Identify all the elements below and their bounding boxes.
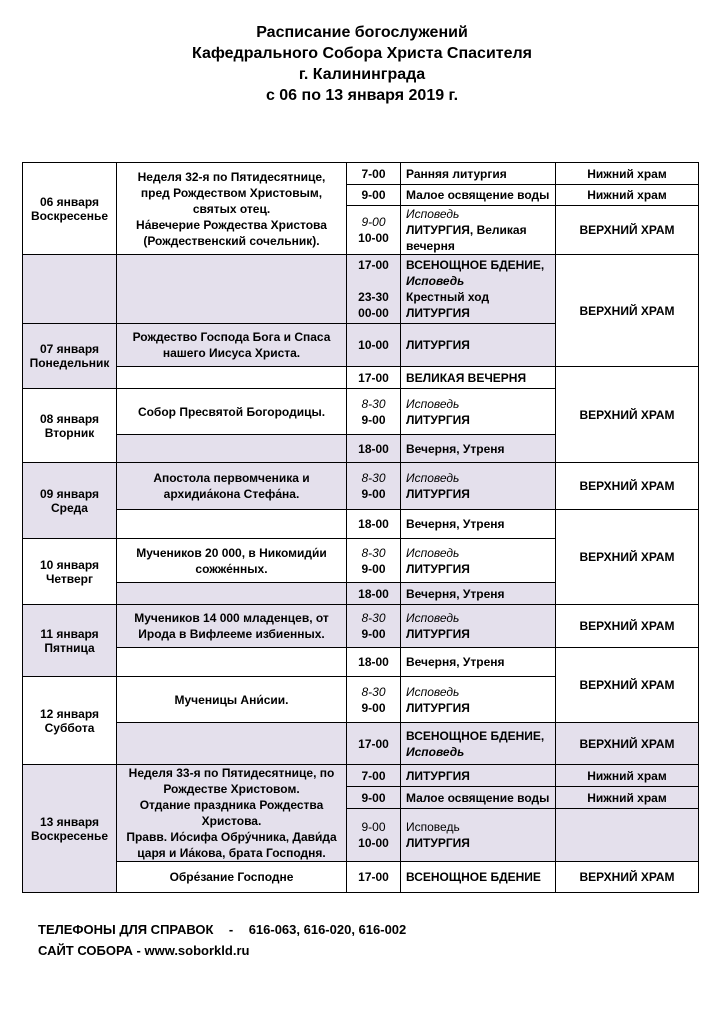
service-name: Исповедь <box>406 207 460 221</box>
day-cell <box>23 765 117 893</box>
site-label: САЙТ СОБОРА - <box>38 943 141 958</box>
service-time: 9-00 <box>361 412 386 427</box>
service-time: 9-00 <box>361 487 386 501</box>
service-place: Нижний храм <box>556 765 699 787</box>
feast-cell-empty <box>117 367 347 389</box>
phones-line <box>38 919 406 940</box>
service-place: ВЕРХНИЙ ХРАМ <box>556 862 699 893</box>
day-date: 09 января <box>40 486 99 501</box>
service-time: 8-30 <box>361 396 386 411</box>
day-weekday: Четверг <box>45 571 94 586</box>
service-time: 9-00 <box>347 787 401 809</box>
service-name-cell <box>401 389 556 435</box>
feast-line: Мучеников 20 000, в Никомиди́и <box>136 545 327 560</box>
feast-line: Правв. Ио́сифа Обру́чника, Дави́да <box>126 830 337 844</box>
service-name: Исповедь <box>406 744 465 759</box>
feast-line: Неделя 33-я по Пятидесятнице, по <box>128 766 335 780</box>
service-time: 7-00 <box>347 765 401 787</box>
service-place: ВЕРХНИЙ ХРАМ <box>556 723 699 765</box>
service-time: 9-00 <box>347 185 401 206</box>
service-name-cell <box>401 206 556 255</box>
feast-line: Христова. <box>201 814 262 828</box>
service-name: ЛИТУРГИЯ <box>406 306 470 320</box>
service-name: ЛИТУРГИЯ <box>406 836 470 851</box>
service-time-cell <box>347 539 401 583</box>
day-date: 08 января <box>40 411 99 426</box>
feast-line: (Рождественский сочельник). <box>143 233 320 248</box>
feast-line: Мучеников 14 000 младенцев, от <box>134 611 329 625</box>
title-line: с 06 по 13 января 2019 г. <box>265 87 459 104</box>
service-name: Исповедь <box>406 471 460 485</box>
service-name: ВСЕНОЩНОЕ БДЕНИЕ, <box>406 728 545 743</box>
table-row <box>23 723 699 765</box>
service-name: Вечерня, Утреня <box>401 435 556 463</box>
feast-line: Апостола первомченика и <box>153 471 310 485</box>
service-place: ВЕРХНИЙ ХРАМ <box>556 605 699 648</box>
service-time: 00-00 <box>358 306 389 320</box>
day-cell <box>23 324 117 389</box>
service-time: 18-00 <box>347 583 401 605</box>
day-cell <box>23 605 117 677</box>
feast-line: святых отец. <box>192 201 271 216</box>
service-place: ВЕРХНИЙ ХРАМ <box>556 367 699 463</box>
feast-cell-empty <box>117 648 347 677</box>
feast-line: Неделя 32-я по Пятидесятнице, <box>137 169 326 184</box>
feast-line: пред Рождеством Христовым, <box>140 185 323 200</box>
service-time: 9-00 <box>361 561 386 576</box>
service-name: Крестный ход <box>406 290 490 304</box>
day-date: 07 января <box>40 342 99 356</box>
service-time-cell <box>347 206 401 255</box>
service-name: Ранняя литургия <box>401 163 556 185</box>
service-name: ВЕЛИКАЯ ВЕЧЕРНЯ <box>401 367 556 389</box>
service-name: Исповедь <box>406 545 460 560</box>
day-cell <box>23 463 117 539</box>
service-place: Нижний храм <box>556 787 699 809</box>
day-cell-empty <box>23 255 117 324</box>
feast-cell-empty <box>117 723 347 765</box>
service-name: ЛИТУРГИЯ <box>401 765 556 787</box>
service-name-cell <box>401 539 556 583</box>
service-time: 9-00 <box>361 215 386 229</box>
service-time <box>352 273 395 289</box>
feast-line: нашего Иисуса Христа. <box>162 346 301 360</box>
service-name: ВСЕНОЩНОЕ БДЕНИЕ <box>401 862 556 893</box>
service-name: ЛИТУРГИЯ <box>406 412 470 427</box>
service-name: ЛИТУРГИЯ <box>401 324 556 367</box>
service-name: ЛИТУРГИЯ, Великая вечерня <box>406 223 527 253</box>
feast-cell <box>117 324 347 367</box>
service-place: ВЕРХНИЙ ХРАМ <box>556 255 699 367</box>
service-time-cell <box>347 809 401 862</box>
feast-cell <box>117 389 347 435</box>
service-time-cell <box>347 389 401 435</box>
service-place: Нижний храм <box>556 185 699 206</box>
service-time: 17-00 <box>347 723 401 765</box>
day-weekday: Воскресенье <box>30 828 108 843</box>
service-time: 8-30 <box>361 471 386 485</box>
feast-line: Рождестве Христовом. <box>163 782 300 796</box>
service-time: 9-00 <box>361 820 386 835</box>
service-place: ВЕРХНИЙ ХРАМ <box>556 510 699 605</box>
site-link[interactable]: www.soborkld.ru <box>144 943 250 958</box>
phones-value: 616-063, 616-020, 616-002 <box>248 922 407 937</box>
service-name: Малое освящение воды <box>401 185 556 206</box>
service-time: 8-30 <box>361 684 386 699</box>
service-time-cell <box>347 677 401 723</box>
service-time-cell <box>347 255 401 324</box>
service-name: ЛИТУРГИЯ <box>406 561 470 576</box>
day-weekday: Понедельник <box>29 356 110 370</box>
title-line: Расписание богослужений <box>256 24 468 41</box>
feast-line: Собор Пресвятой Богородицы. <box>137 404 326 419</box>
table-row <box>23 163 699 185</box>
day-weekday: Воскресенье <box>30 208 108 223</box>
feast-cell <box>117 463 347 510</box>
table-row <box>23 765 699 787</box>
service-name-cell <box>401 463 556 510</box>
service-place: ВЕРХНИЙ ХРАМ <box>556 463 699 510</box>
feast-cell-empty <box>117 510 347 539</box>
service-time: 18-00 <box>347 648 401 677</box>
table-row <box>23 510 699 539</box>
service-time: 17-00 <box>347 367 401 389</box>
feast-cell-empty <box>117 255 347 324</box>
service-place: ВЕРХНИЙ ХРАМ <box>556 648 699 723</box>
feast-line: Отдание праздника Рождества <box>139 798 324 812</box>
feast-cell <box>117 539 347 583</box>
feast-line: Мученицы Ани́сии. <box>174 692 289 707</box>
service-time-cell <box>347 605 401 648</box>
day-weekday: Среда <box>51 500 88 515</box>
service-time: 10-00 <box>358 836 389 851</box>
separator: - <box>228 922 234 937</box>
service-name: Исповедь <box>406 684 460 699</box>
day-cell <box>23 677 117 765</box>
table-row <box>23 463 699 510</box>
service-name: ЛИТУРГИЯ <box>406 487 470 501</box>
service-name: Исповедь <box>406 820 460 835</box>
service-time: 7-00 <box>347 163 401 185</box>
service-time-cell <box>347 463 401 510</box>
service-time: 10-00 <box>358 231 389 245</box>
table-row <box>23 255 699 324</box>
service-time: 9-00 <box>361 627 386 641</box>
service-name: Вечерня, Утреня <box>401 583 556 605</box>
title-line: г. Калининграда <box>298 66 426 83</box>
table-row <box>23 605 699 648</box>
service-name: ВСЕНОЩНОЕ БДЕНИЕ, <box>406 258 545 272</box>
feast-line: архидиа́кона Стефа́на. <box>163 487 300 501</box>
feast-cell <box>117 605 347 648</box>
service-place-empty <box>556 809 699 862</box>
service-name-cell <box>401 605 556 648</box>
service-time: 18-00 <box>347 510 401 539</box>
day-cell <box>23 163 117 255</box>
feast-cell <box>117 163 347 255</box>
day-cell <box>23 389 117 463</box>
day-weekday: Суббота <box>44 720 95 735</box>
service-name: Вечерня, Утреня <box>401 510 556 539</box>
day-weekday: Вторник <box>44 425 95 440</box>
service-name: Исповедь <box>406 274 465 288</box>
schedule-table <box>22 162 699 893</box>
footer <box>38 919 406 961</box>
day-date: 12 января <box>40 706 99 721</box>
day-date: 11 января <box>40 626 99 641</box>
service-time: 23-30 <box>358 290 389 304</box>
service-time: 17-00 <box>358 258 389 272</box>
day-date: 06 января <box>40 194 99 209</box>
feast-cell-empty <box>117 583 347 605</box>
feast-line: Рождество Господа Бога и Спаса <box>132 330 331 344</box>
service-time: 8-30 <box>361 545 386 560</box>
feast-cell <box>117 765 347 862</box>
service-name-cell <box>401 723 556 765</box>
service-name: Малое освящение воды <box>401 787 556 809</box>
service-name: ЛИТУРГИЯ <box>406 700 470 715</box>
service-name: ЛИТУРГИЯ <box>406 627 470 641</box>
site-line <box>38 940 406 961</box>
feast-line: Ирода в Вифлееме избиенных. <box>138 627 325 641</box>
service-name-cell <box>401 255 556 324</box>
feast-cell <box>117 677 347 723</box>
table-row <box>23 367 699 389</box>
service-name: Исповедь <box>406 396 460 411</box>
service-name-cell <box>401 677 556 723</box>
service-time: 18-00 <box>347 435 401 463</box>
table-row <box>23 862 699 893</box>
feast-line: сожже́нных. <box>195 561 268 576</box>
phones-label: ТЕЛЕФОНЫ ДЛЯ СПРАВОК <box>38 922 214 937</box>
day-date: 13 января <box>40 814 99 829</box>
day-cell <box>23 539 117 605</box>
service-time: 17-00 <box>347 862 401 893</box>
service-name: Исповедь <box>406 611 460 625</box>
day-weekday: Пятница <box>44 640 95 655</box>
service-time: 8-30 <box>361 611 386 625</box>
page-title <box>0 22 724 106</box>
feast-line: На́вечерие Рождества Христова <box>136 217 327 232</box>
service-place: Нижний храм <box>556 163 699 185</box>
service-name: Вечерня, Утреня <box>401 648 556 677</box>
table-row <box>23 648 699 677</box>
service-place: ВЕРХНИЙ ХРАМ <box>556 206 699 255</box>
day-date: 10 января <box>40 557 99 572</box>
service-time: 9-00 <box>361 700 386 715</box>
service-name-cell <box>401 809 556 862</box>
feast-line: царя и Иа́кова, брата Господня. <box>137 846 326 860</box>
feast-cell: Обре́зание Господне <box>117 862 347 893</box>
title-line: Кафедрального Собора Христа Спасителя <box>191 45 533 62</box>
service-time: 10-00 <box>347 324 401 367</box>
feast-cell-empty <box>117 435 347 463</box>
